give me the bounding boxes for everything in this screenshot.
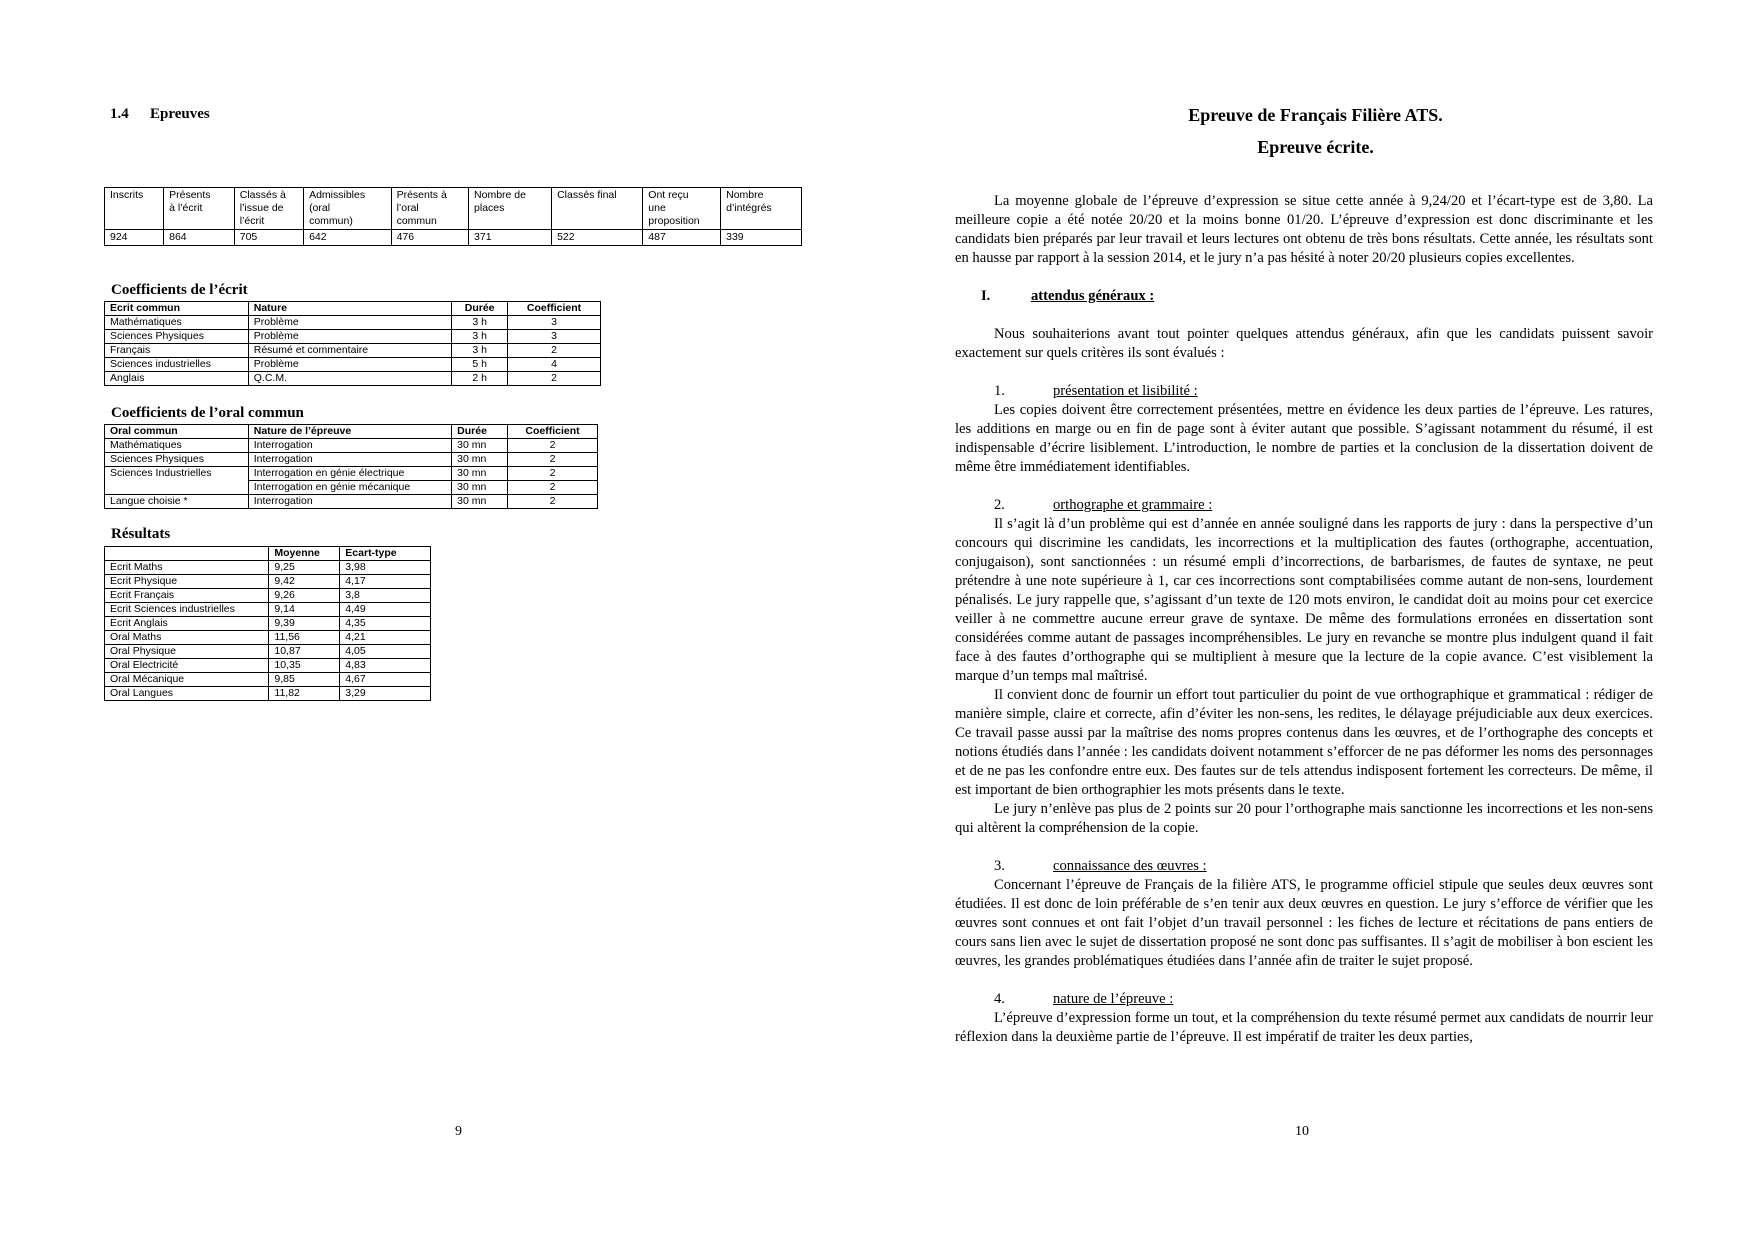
table-cell: 4,21 [340, 631, 431, 645]
table-cell: 3 h [452, 344, 508, 358]
table-row [105, 439, 598, 453]
table-cell: Sciences industrielles [105, 358, 249, 372]
page-subtitle: Epreuve écrite. [1257, 137, 1374, 157]
table-cell: 11,82 [269, 687, 340, 701]
table-cell: Ecrit Maths [105, 561, 269, 575]
column-header: Coefficient [508, 302, 601, 316]
epreuves-value-cell: 642 [304, 230, 392, 246]
table-row [105, 453, 598, 467]
table-cell: Mathématiques [105, 316, 249, 330]
table-cell: 10,35 [269, 659, 340, 673]
table-cell: 30 mn [452, 439, 508, 453]
table-cell: Ecrit Français [105, 589, 269, 603]
header-line: Admissibles [309, 189, 366, 201]
part1-number: I. [981, 288, 991, 304]
header-line: (oral [309, 202, 331, 214]
table-cell: 2 [508, 481, 598, 495]
subsection-3-number: 3. [994, 858, 1005, 874]
subsection-4-title: nature de l’épreuve : [1053, 991, 1174, 1007]
report-body [955, 192, 1653, 1047]
table-cell: 2 [508, 344, 601, 358]
header-line: Nombre [726, 189, 764, 201]
table-row [105, 467, 598, 481]
header-line: l’oral [396, 202, 419, 214]
epreuves-value-cell: 487 [643, 230, 721, 246]
subsection-1-heading [955, 382, 1653, 401]
table-row [105, 481, 598, 495]
table-cell: Oral Physique [105, 645, 269, 659]
coef-oral-table [104, 424, 598, 509]
table-header-row [105, 547, 431, 561]
subsection-2-heading [955, 496, 1653, 515]
table-cell: Oral Langues [105, 687, 269, 701]
table-cell: 3,8 [340, 589, 431, 603]
epreuves-value-cell: 476 [391, 230, 468, 246]
subsection-2-title: orthographe et grammaire : [1053, 497, 1213, 513]
table-cell: 3 [508, 330, 601, 344]
column-header: Oral commun [105, 425, 249, 439]
table-cell: Oral Mécanique [105, 673, 269, 687]
table-row [105, 316, 601, 330]
table-row [105, 687, 431, 701]
table-cell: Oral Electricité [105, 659, 269, 673]
epreuves-value-cell: 522 [552, 230, 643, 246]
table-row [105, 575, 431, 589]
table-cell: Résumé et commentaire [248, 344, 451, 358]
header-line: une [648, 202, 666, 214]
header-line: Ont reçu [648, 189, 689, 201]
part1-intro: Nous souhaiterions avant tout pointer quelques attendus généraux, afin que les candidats puissent savoir exactement sur quels critères ils sont évalués : [955, 326, 1653, 361]
table-cell: Sciences Physiques [105, 453, 249, 467]
section-heading [110, 106, 210, 123]
page-number: 10 [1295, 1124, 1309, 1139]
table-cell: 10,87 [269, 645, 340, 659]
subsection-1-paragraph: Les copies doivent être correctement présentées, mettre en évidence les deux parties de l’épreuve. Les ratures, les additions en marge ou en fin de page sont à éviter autant que possible. S’agissant notamment du résumé, il est indispensable d’écrire lisiblement. L’introduction, le nombre de parties et la conclusion de la dissertation doivent de même être immédiatement identifiables. [955, 402, 1653, 475]
table-cell: 30 mn [452, 495, 508, 509]
table-cell: Sciences Physiques [105, 330, 249, 344]
table-cell: 2 [508, 372, 601, 386]
table-header-row [105, 302, 601, 316]
epreuves-header-cell [304, 188, 392, 230]
right-page [877, 0, 1754, 1240]
table-cell: 4,67 [340, 673, 431, 687]
table-row [105, 645, 431, 659]
table-cell: 2 h [452, 372, 508, 386]
epreuves-header-cell [552, 188, 643, 230]
column-header: Nature de l’épreuve [248, 425, 451, 439]
coef-ecrit-table [104, 301, 601, 386]
table-cell: Interrogation en génie électrique [248, 467, 451, 481]
table-cell: Interrogation [248, 439, 451, 453]
header-line: commun [396, 215, 437, 227]
header-line: Nombre de [474, 189, 526, 201]
table-cell: 2 [508, 453, 598, 467]
table-cell: 30 mn [452, 453, 508, 467]
table-cell: Oral Maths [105, 631, 269, 645]
epreuves-header-cell [721, 188, 802, 230]
subsection-3-title: connaissance des œuvres : [1053, 858, 1207, 874]
coef-ecrit-title: Coefficients de l’écrit [111, 282, 248, 298]
header-line: Présents [169, 189, 211, 201]
table-row [105, 561, 431, 575]
table-cell: Langue choisie * [105, 495, 249, 509]
header-line: Présents à [396, 189, 447, 201]
table-cell: Q.C.M. [248, 372, 451, 386]
section-title: Epreuves [150, 106, 210, 122]
column-header: Moyenne [269, 547, 340, 561]
table-cell: 9,25 [269, 561, 340, 575]
header-line: l’écrit [239, 215, 265, 227]
table-cell: 3 [508, 316, 601, 330]
header-line: proposition [648, 215, 700, 227]
table-cell: Français [105, 344, 249, 358]
table-cell: Interrogation en génie mécanique [248, 481, 451, 495]
table-cell: 9,42 [269, 575, 340, 589]
table-cell: 30 mn [452, 467, 508, 481]
column-header: Nature [248, 302, 451, 316]
table-cell: 4 [508, 358, 601, 372]
table-row [105, 631, 431, 645]
table-cell: Ecrit Physique [105, 575, 269, 589]
table-cell: 30 mn [452, 481, 508, 495]
epreuves-header-cell [234, 188, 303, 230]
epreuves-header-row [105, 188, 802, 230]
table-cell: 2 [508, 439, 598, 453]
table-cell: 4,83 [340, 659, 431, 673]
epreuves-header-cell [391, 188, 468, 230]
table-cell: 3,29 [340, 687, 431, 701]
table-cell: 4,49 [340, 603, 431, 617]
epreuves-value-cell: 864 [164, 230, 235, 246]
subsection-1-title: présentation et lisibilité : [1053, 383, 1198, 399]
table-cell: 9,39 [269, 617, 340, 631]
table-cell: 4,35 [340, 617, 431, 631]
subsection-3-heading [955, 857, 1653, 876]
epreuves-value-cell: 371 [469, 230, 552, 246]
table-row [105, 603, 431, 617]
table-row [105, 495, 598, 509]
table-row [105, 344, 601, 358]
section-number: 1.4 [110, 106, 129, 122]
subsection-4-number: 4. [994, 991, 1005, 1007]
part1-title: attendus généraux : [1031, 288, 1155, 304]
table-cell: 5 h [452, 358, 508, 372]
epreuves-value-cell: 924 [105, 230, 164, 246]
epreuves-values-row [105, 230, 802, 246]
subsection-2-paragraph-1: Il s’agit là d’un problème qui est d’année en année souligné dans les rapports de jury : dans la perspective d’un concours qui discrimine les candidats, les incorrections et la multiplication des fautes (orthographe, accentuation, conjugaison), sont sanctionnées : un résumé empli d’incorrections, de barbarismes, de fautes de syntaxe, ne peut prétendre à une note supérieure à 1, car ces incorrections sont comptabilisées comme autant de non-sens, lourdement pénalisés. Le jury rappelle que, s’agissant d’un texte de 120 mots environ, le candidat doit au moins pour cet exercice veiller à ne commettre aucune erreur grave de syntaxe. De même des formulations erronées en dissertation sont considérées comme autant de passages incompréhensibles. Le jury en revanche se montre plus indulgent quand il fait face à des fautes d’orthographe qui se multiplient à mesure que la lecture de la copie avance. C’est visiblement la marque d’un temps mal maîtrisé. [955, 516, 1653, 684]
epreuves-value-cell: 339 [721, 230, 802, 246]
table-cell: 11,56 [269, 631, 340, 645]
table-row [105, 673, 431, 687]
table-row [105, 617, 431, 631]
table-cell: Ecrit Sciences industrielles [105, 603, 269, 617]
resultats-table [104, 546, 431, 701]
intro-paragraph: La moyenne globale de l’épreuve d’expression se situe cette année à 9,24/20 et l’écart-type est de 3,80. La meilleure copie a été notée 20/20 et la moins bonne 01/20. L’épreuve d’expression est donc discriminante et les candidats bien préparés par leur travail et leurs lectures ont obtenu de très bons résultats. Cette année, les résultats sont en hausse par rapport à la session 2014, et le jury n’a pas hésité à noter 20/20 plusieurs copies excellentes. [955, 193, 1653, 266]
subsection-4-paragraph: L’épreuve d’expression forme un tout, et la compréhension du texte résumé permet aux candidats de nourrir leur réflexion dans la deuxième partie de l’épreuve. Il est impératif de traiter les deux parties, [955, 1010, 1653, 1045]
table-cell: Anglais [105, 372, 249, 386]
header-line: places [474, 202, 505, 214]
page-title: Epreuve de Français Filière ATS. [1188, 105, 1443, 125]
table-cell: Ecrit Anglais [105, 617, 269, 631]
header-line: Classés à [239, 189, 286, 201]
subsection-4-heading [955, 990, 1653, 1009]
column-header: Durée [452, 302, 508, 316]
epreuves-header-cell [164, 188, 235, 230]
epreuves-table [104, 187, 802, 246]
table-row [105, 589, 431, 603]
table-cell: Interrogation [248, 495, 451, 509]
subsection-2-number: 2. [994, 497, 1005, 513]
table-cell: Interrogation [248, 453, 451, 467]
epreuves-header-cell [643, 188, 721, 230]
subsection-3-paragraph: Concernant l’épreuve de Français de la filière ATS, le programme officiel stipule que seules deux œuvres sont étudiées. Il est donc de loin préférable de s’en tenir aux deux œuvres en question. Le jury s’efforce de vérifier que les œuvres sont connues et ont fait l’objet d’un travail personnel : les fiches de lecture et récitations de pans entiers de cours sans lien avec le sujet de dissertation proposé ne sont donc pas suffisantes. Il s’agit de mobiliser à bon escient les œuvres, les grandes problématiques étudiées dans l’année afin de traiter le sujet proposé. [955, 877, 1653, 969]
table-row [105, 372, 601, 386]
coef-oral-title: Coefficients de l’oral commun [111, 405, 304, 421]
column-header: Ecart-type [340, 547, 431, 561]
subsection-2-paragraph-3: Le jury n’enlève pas plus de 2 points sur 20 pour l’orthographe mais sanctionne les incorrections et les non-sens qui altèrent la compréhension de la copie. [955, 801, 1653, 836]
header-line: à l’écrit [169, 202, 203, 214]
table-cell: Problème [248, 358, 451, 372]
resultats-title: Résultats [111, 526, 171, 542]
column-header: Ecrit commun [105, 302, 249, 316]
header-line: d’intégrés [726, 202, 772, 214]
table-cell: 3 h [452, 330, 508, 344]
table-cell: Sciences Industrielles [105, 467, 249, 481]
table-row [105, 659, 431, 673]
column-header: Durée [452, 425, 508, 439]
column-header: Coefficient [508, 425, 598, 439]
table-row [105, 330, 601, 344]
part1-heading [955, 287, 1653, 306]
subsection-1-number: 1. [994, 383, 1005, 399]
table-cell: 4,05 [340, 645, 431, 659]
table-header-row [105, 425, 598, 439]
table-cell: 9,85 [269, 673, 340, 687]
header-line: Classés final [557, 189, 617, 201]
table-cell: 2 [508, 467, 598, 481]
table-cell: 3,98 [340, 561, 431, 575]
column-header [105, 547, 269, 561]
epreuves-header-cell [105, 188, 164, 230]
header-line: commun) [309, 215, 353, 227]
table-cell: 3 h [452, 316, 508, 330]
page-number: 9 [455, 1124, 462, 1139]
table-cell: 2 [508, 495, 598, 509]
table-cell [105, 481, 249, 495]
epreuves-value-cell: 705 [234, 230, 303, 246]
table-cell: 4,17 [340, 575, 431, 589]
subsection-2-paragraph-2: Il convient donc de fournir un effort tout particulier du point de vue orthographique et grammatical : rédiger de manière simple, claire et correcte, afin d’éviter les non-sens, les redites, le délayage préjudiciable aux deux exercices. Ce travail passe aussi par la maîtrise des noms propres contenus dans les œuvres, et de l’orthographe des concepts et notions étudiés dans l’année : les candidats doivent notamment s’efforcer de ne pas déformer les noms des personnages et de ne pas les confondre entre eux. Des fautes sur de tels attendus indisposent fortement les correcteurs. De même, il est important de bien orthographier les mots présents dans le texte. [955, 687, 1653, 798]
table-row [105, 358, 601, 372]
header-line: l’issue de [239, 202, 284, 214]
table-cell: Problème [248, 316, 451, 330]
epreuves-header-cell [469, 188, 552, 230]
table-cell: Problème [248, 330, 451, 344]
table-cell: 9,14 [269, 603, 340, 617]
table-cell: Mathématiques [105, 439, 249, 453]
header-line: Inscrits [110, 189, 144, 201]
table-cell: 9,26 [269, 589, 340, 603]
